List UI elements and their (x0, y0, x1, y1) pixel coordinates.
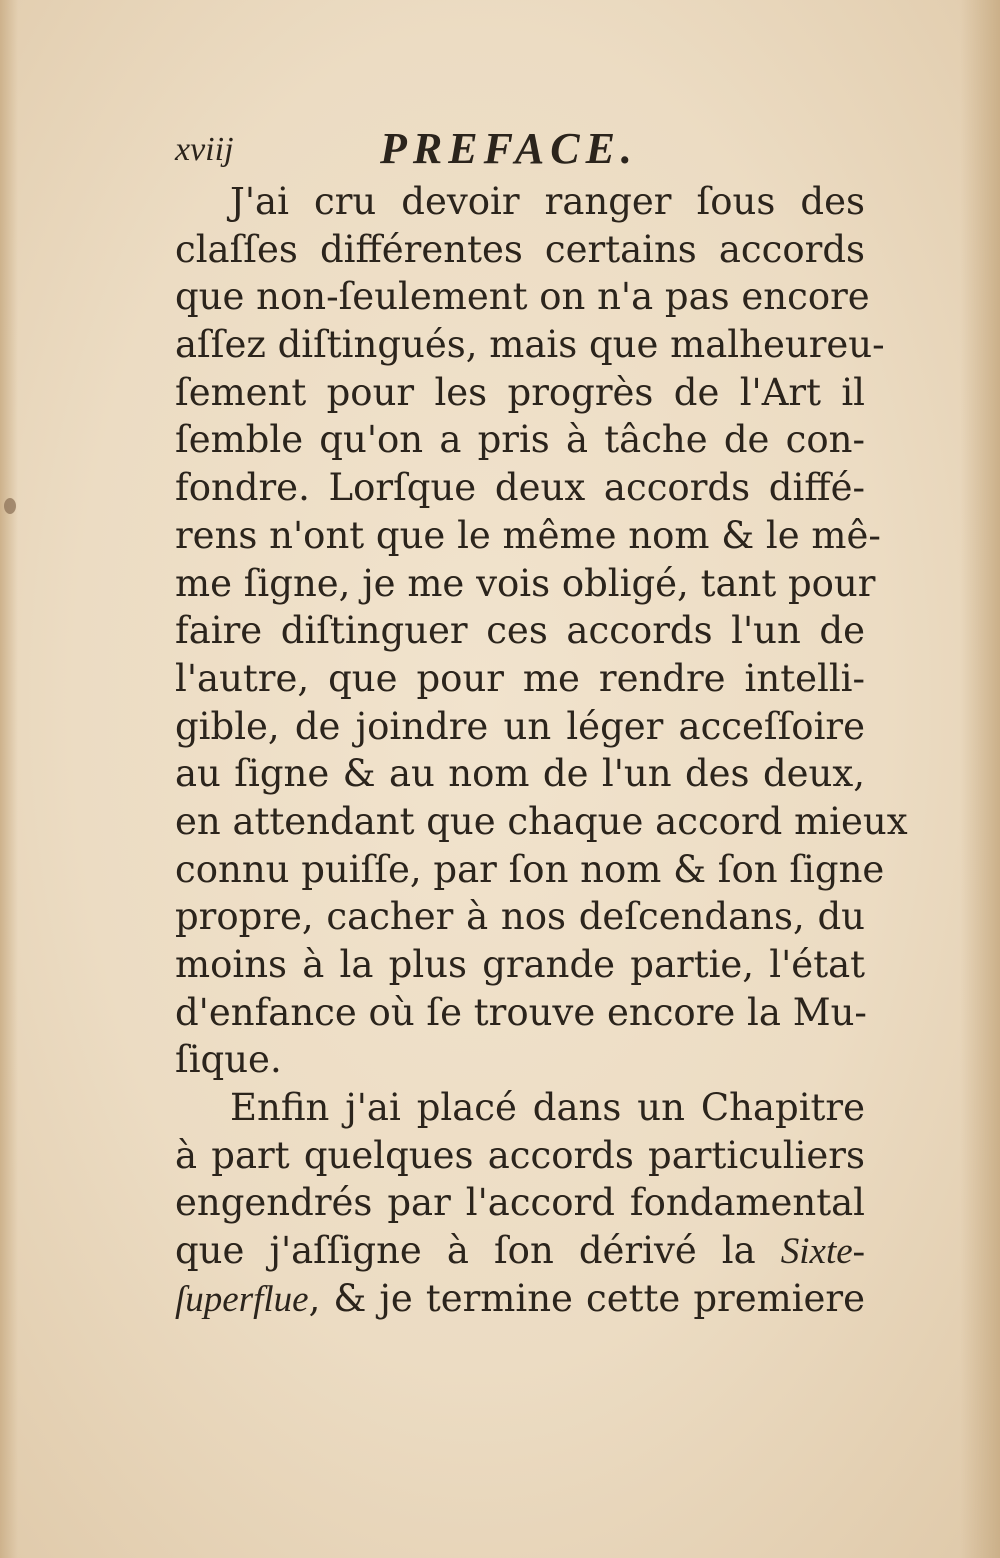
paragraph-2 (175, 1084, 865, 1322)
text-line: aſſez diſtingués, mais que malheureu- (175, 323, 885, 367)
text-line: ſique. (175, 1038, 282, 1082)
text-line-mixed (175, 1227, 865, 1275)
text-line: fondre. Lorſque deux accords diffé- (175, 466, 865, 510)
body-text (175, 178, 908, 1323)
text-line: faire diſtinguer ces accords l'un de (175, 609, 865, 653)
text-line-mixed (175, 1275, 865, 1323)
italic-text-run: ſuperflue (175, 1278, 309, 1320)
page-left-edge-shadow (0, 0, 18, 1558)
text-line: propre, cacher à nos deſcendans, du (175, 895, 865, 939)
text-line: l'autre, que pour me rendre intelli- (175, 656, 865, 700)
text-line: me ſigne, je me vois obligé, tant pour (175, 561, 876, 605)
text-line: J'ai cru devoir ranger ſous des (230, 180, 865, 223)
italic-text-run: Sixte- (780, 1231, 865, 1273)
text-line: claſſes différentes certains accords (175, 227, 865, 271)
text-line: à part quelques accords particuliers (175, 1133, 865, 1177)
page-right-edge-shadow (960, 0, 1000, 1558)
text-line: gible, de joindre un léger acceſſoire (175, 704, 865, 748)
text-line: ſement pour les progrès de l'Art il (175, 370, 865, 414)
text-line: d'enfance où ſe trouve encore la Mu- (175, 990, 867, 1034)
text-line: moins à la plus grande partie, l'état (175, 943, 865, 986)
page-number: xviij (175, 131, 234, 168)
text-line: en attendant que chaque accord mieux (175, 799, 908, 843)
text-line: Enfin j'ai placé dans un Chapitre (230, 1086, 865, 1130)
paragraph-1 (175, 178, 908, 1084)
running-title: PREFACE. (380, 124, 638, 173)
page-header (175, 126, 865, 176)
text-run: que j'aſſigne à ſon dérivé la (175, 1229, 756, 1273)
text-line: rens n'ont que le même nom & le mê- (175, 513, 881, 557)
text-run: , & je termine cette premiere (308, 1276, 865, 1320)
text-line: ſemble qu'on a pris à tâche de con- (175, 418, 865, 462)
text-line: au ſigne & au nom de l'un des deux, (175, 752, 865, 796)
text-line: engendrés par l'accord fondamental (175, 1181, 865, 1225)
text-line: que non-ſeulement on n'a pas encore (175, 275, 870, 319)
ink-spot (4, 498, 16, 514)
text-line: connu puiſſe, par ſon nom & ſon ſigne (175, 847, 885, 891)
